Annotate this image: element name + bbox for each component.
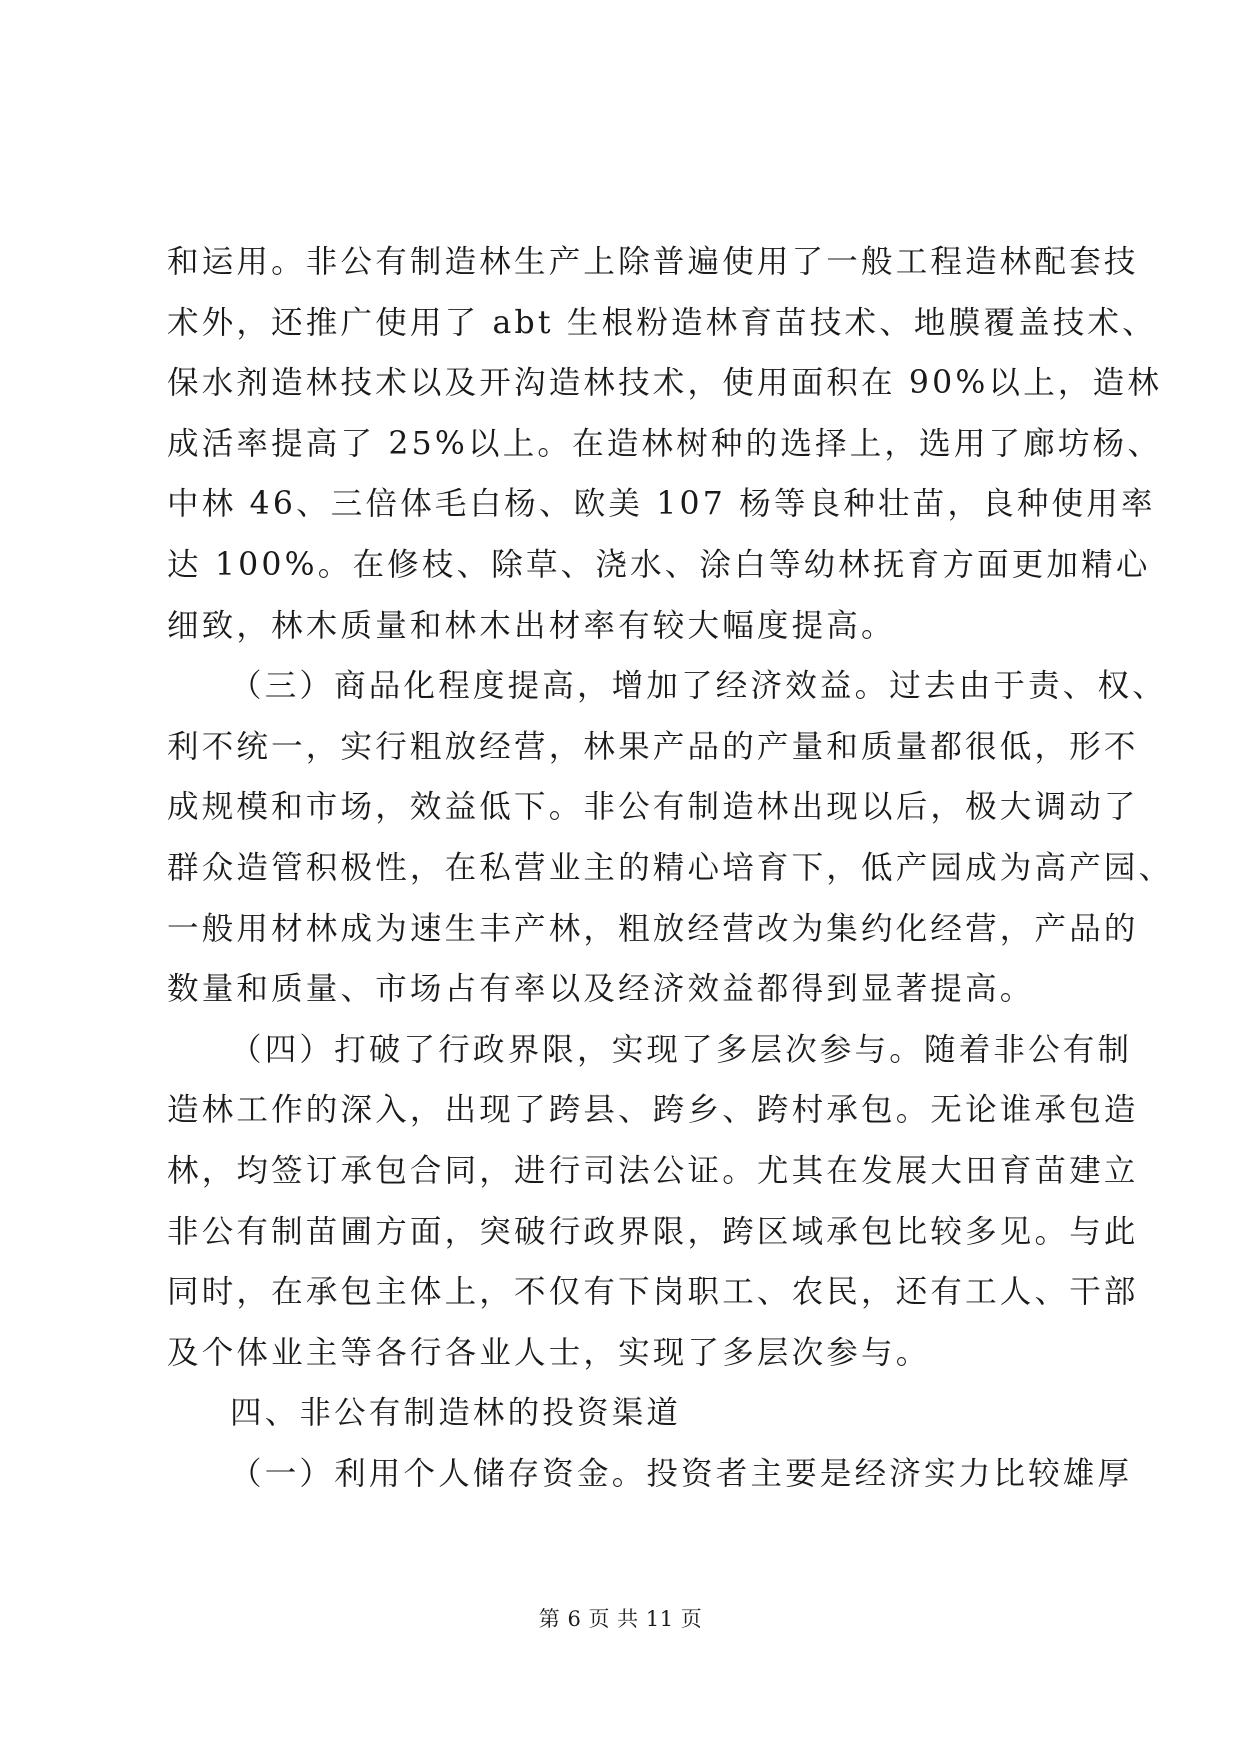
text-line: 成活率提高了 25%以上。在造林树种的选择上，选用了廊坊杨、 [167,425,1163,462]
text-line: 术外，还推广使用了 abt 生根粉造林育苗技术、地膜覆盖技术、 [167,304,1157,341]
text-line: 数量和质量、市场占有率以及经济效益都得到显著提高。 [167,971,1035,1008]
text-line: 和运用。非公有制造林生产上除普遍使用了一般工程造林配套技 [167,244,1139,280]
text-line: 达 100%。在修枝、除草、浇水、涂白等幼林抚育方面更加精心 [167,546,1151,583]
text-line: 中林 46、三倍体毛白杨、欧美 107 杨等良种壮苗，良种使用率 [167,486,1156,523]
page-number-footer: 第 6 页 共 11 页 [538,1607,703,1631]
paragraph-start-line: （四）打破了行政界限，实现了多层次参与。随着非公有制 [230,1031,1133,1068]
paragraph-start-line: （一）利用个人储存资金。投资者主要是经济实力比较雄厚 [230,1455,1133,1492]
text-line: 细致，林木质量和林木出材率有较大幅度提高。 [167,607,896,644]
paragraph-start-line: （三）商品化程度提高，增加了经济效益。过去由于责、权、 [230,668,1167,705]
text-line: 非公有制苗圃方面，突破行政界限，跨区域承包比较多见。与此 [167,1213,1139,1250]
text-line: 成规模和市场，效益低下。非公有制造林出现以后，极大调动了 [167,789,1139,826]
text-line: 群众造管积极性，在私营业主的精心培育下，低产园成为高产园、 [167,849,1174,886]
text-line: 利不统一，实行粗放经营，林果产品的产量和质量都很低，形不 [167,728,1139,765]
text-line: 同时，在承包主体上，不仅有下岗职工、农民，还有工人、干部 [167,1274,1139,1311]
document-body [167,232,1174,1504]
text-line: 及个体业主等各行各业人士，实现了多层次参与。 [167,1334,931,1371]
text-line: 一般用材林成为速生丰产林，粗放经营改为集约化经营，产品的 [167,910,1139,947]
text-line: 保水剂造林技术以及开沟造林技术，使用面积在 90%以上，造林 [167,365,1163,402]
text-line: 林，均签订承包合同，进行司法公证。尤其在发展大田育苗建立 [167,1152,1139,1189]
text-line: 造林工作的深入，出现了跨县、跨乡、跨村承包。无论谁承包造 [167,1092,1139,1129]
section-heading: 四、非公有制造林的投资渠道 [230,1395,682,1432]
